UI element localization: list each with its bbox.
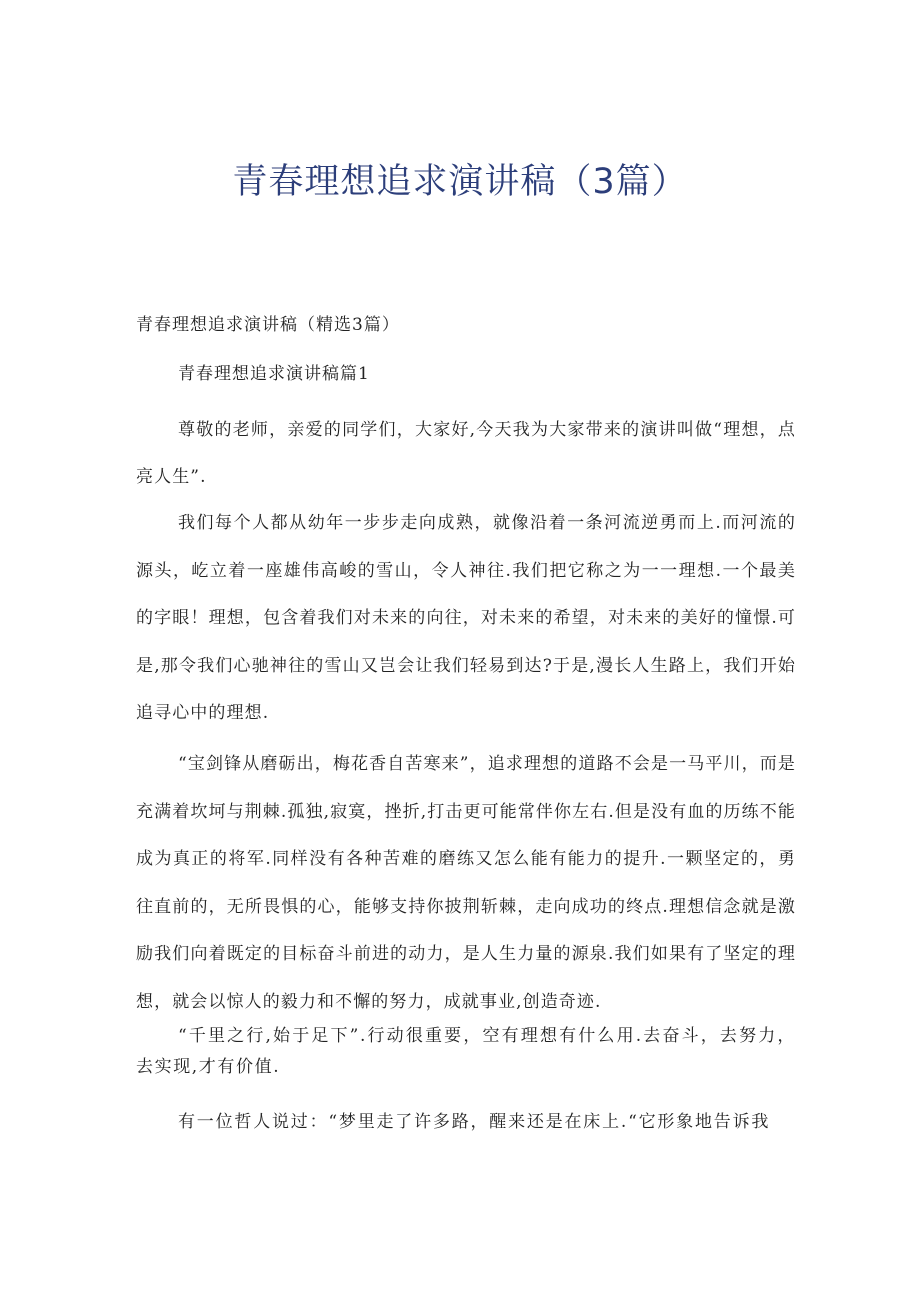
section-heading: 青春理想追求演讲稿篇1 (178, 364, 370, 384)
paragraph-philosopher: 有一位哲人说过：“梦里走了许多路，醒来还是在床上.“它形象地告诉我 (178, 1112, 771, 1132)
document-subtitle: 青春理想追求演讲稿（精选3篇） (136, 315, 400, 335)
paragraph-sword: “宝剑锋从磨砺出，梅花香自苦寒来”，追求理想的道路不会是一马平川，而是充满着坎坷与荆棘.孤独,寂寞，挫折,打击更可能常伴你左右.但是没有血的历练不能成为真正的将军.同样没有各种苦难的磨练又怎么能有能力的提升.一颗坚定的，勇往直前的，无所畏惧的心，能够支持你披荆斩棘，走向成功的终点.理想信念就是激励我们向着既定的目标奋斗前进的动力，是人生力量的源泉.我们如果有了坚定的理想，就会以惊人的毅力和不懈的努力，成就事业,创造奇迹. (136, 754, 796, 1012)
paragraph-river: 我们每个人都从幼年一步步走向成熟，就像沿着一条河流逆勇而上.而河流的源头，屹立着一座雄伟高峻的雪山，令人神往.我们把它称之为一一理想.一个最美的字眼！理想，包含着我们对未来的向往，对未来的希望，对未来的美好的憧憬.可是,那令我们心驰神往的雪山又岂会让我们轻易到达?于是,漫长人生路上，我们开始追寻心中的理想. (136, 513, 796, 723)
paragraph-greeting: 尊敬的老师，亲爱的同学们，大家好,今天我为大家带来的演讲叫做“理想，点亮人生”. (136, 420, 796, 487)
paragraph-action: “千里之行,始于足下”.行动很重要，空有理想有什么用.去奋斗，去努力，去实现,才有价值. (136, 1026, 796, 1077)
document-title: 青春理想追求演讲稿（3篇） (232, 162, 688, 202)
